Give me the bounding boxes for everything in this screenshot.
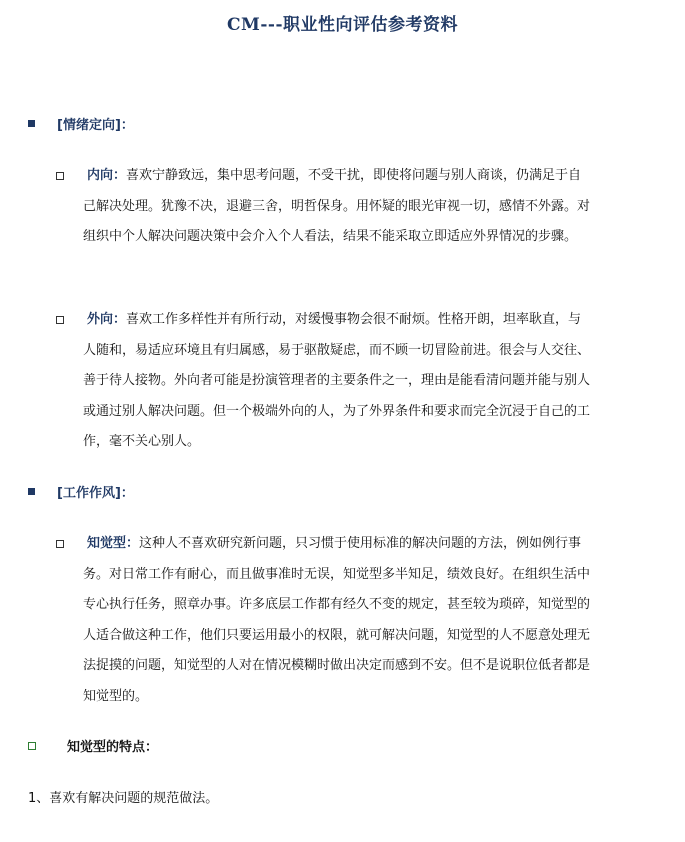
subheading-label: 知觉型的特点： [67, 740, 159, 755]
numbered-list-item: 1、喜欢有解决问题的规范做法。 [28, 791, 219, 806]
hollow-square-bullet-icon [28, 742, 36, 750]
hollow-square-bullet-icon [56, 172, 64, 180]
item-term: 知觉型： [87, 536, 140, 551]
section-heading-label: [工作作风]： [57, 486, 134, 501]
square-bullet-icon [28, 120, 35, 127]
hollow-square-bullet-icon [56, 316, 64, 324]
subheading-sensing-traits [28, 738, 158, 758]
square-bullet-icon [28, 488, 35, 495]
item-body: 喜欢宁静致远，集中思考问题，不受干扰，即使将问题与别人商谈，仍满足于自己解决处理。犹豫不决，退避三舍，明哲保身。用怀疑的眼光审视一切，感情不外露。对组织中个人解决问题决策中会介入个人看法，结果不能采取立即适应外界情况的步骤。 [83, 168, 591, 244]
hollow-square-bullet-icon [56, 540, 64, 548]
section-heading-emotional-orientation [28, 116, 134, 136]
item-term: 外向： [87, 312, 127, 327]
item-body: 喜欢工作多样性并有所行动，对缓慢事物会很不耐烦。性格开朗，坦率耿直，与人随和，易适应环境且有归属感，易于驱散疑虑，而不顾一切冒险前进。很会与人交往、善于待人接物。外向者可能是扮演管理者的主要条件之一，理由是能看清问题并能与别人或通过别人解决问题。但一个极端外向的人，为了外界条件和要求而完全沉浸于自己的工作，毫不关心别人。 [83, 312, 591, 449]
section-heading-label: [情绪定向]： [57, 118, 134, 133]
item-term: 内向： [87, 168, 127, 183]
item-text [83, 305, 594, 458]
list-item-extrovert [54, 305, 594, 458]
list-item-sensing-type [54, 529, 594, 712]
document-title: CM---职业性向评估参考资料 [226, 15, 458, 35]
section-heading-work-style [28, 484, 134, 504]
list-item-introvert [54, 161, 594, 253]
item-body: 这种人不喜欢研究新问题，只习惯于使用标准的解决问题的方法，例如例行事务。对日常工作有耐心，而且做事准时无误，知觉型多半知足，绩效良好。在组织生活中专心执行任务，照章办事。许多底层工作都有经久不变的规定，甚至较为琐碎，知觉型的人适合做这种工作，他们只要运用最小的权限，就可解决问题，知觉型的人不愿意处理无法捉摸的问题，知觉型的人对在情况模糊时做出决定而感到不安。但不是说职位低者都是知觉型的。 [83, 536, 591, 704]
item-text [83, 529, 594, 712]
item-text [83, 161, 594, 253]
